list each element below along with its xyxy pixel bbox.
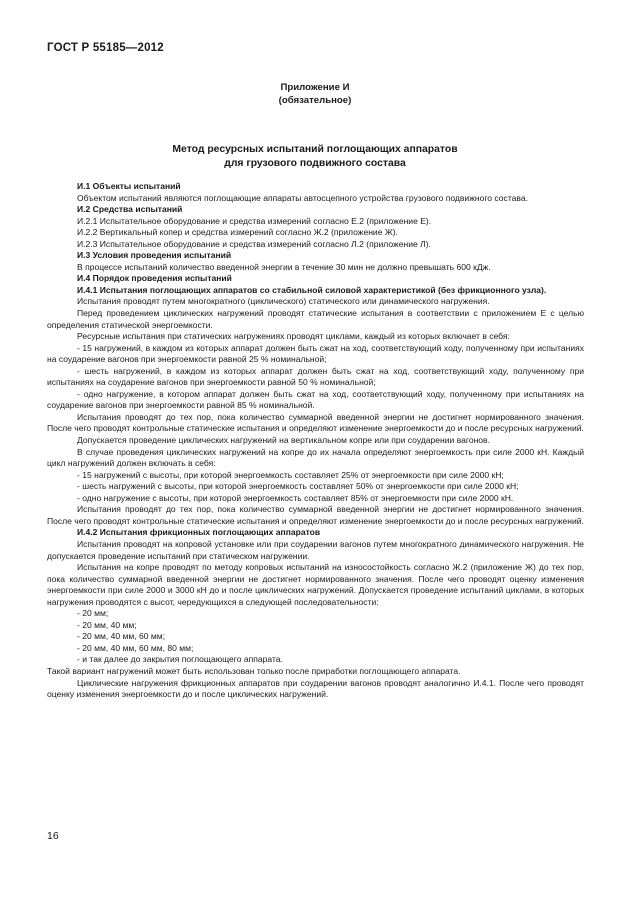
paragraph: Циклические нагружения фрикционных аппаратов при соударении вагонов проводят аналогично И.4.1. После чего проводят оценку изменения энергоемкости до и после циклических нагружений. <box>47 677 584 700</box>
paragraph: Испытания проводят на копровой установке или при соударении вагонов путем многократного динамического нагружения. Не допускается проведение испытаний при статическом нагружении. <box>47 538 584 561</box>
appendix-title: Приложение И <box>280 82 350 93</box>
paragraph: Испытания проводят путем многократного (циклического) статического или динамического нагружения. <box>77 296 490 307</box>
standard-header: ГОСТ Р 55185—2012 <box>47 42 164 54</box>
paragraph: В случае проведения циклических нагружений на копре до их начала определяют энергоемкость при силе 2000 кН. Каждый цикл нагружений должен включать в себя: <box>47 446 584 469</box>
section-heading: И.2 Средства испытаний <box>77 204 183 215</box>
document-title-line-2: для грузового подвижного состава <box>224 157 406 169</box>
section-heading: И.1 Объекты испытаний <box>77 181 181 191</box>
paragraph: - 15 нагружений, в каждом из которых аппарат должен быть сжат на ход, соответствующий ходу, полученному при испытаниях на соударение вагонов при энергоемкости равной 25 % номинальной; <box>47 342 584 365</box>
paragraph: - шесть нагружений с высоты, при которой энергоемкость составляет 50% от энергоемкости при силе 2000 кН; <box>77 481 519 492</box>
paragraph: И.2.3 Испытательное оборудование и средства измерений согласно Л.2 (приложение Л). <box>77 238 431 249</box>
paragraph: - 15 нагружений с высоты, при которой энергоемкость составляет 25% от энергоемкости при силе 2000 кН; <box>77 469 504 480</box>
paragraph: Испытания проводят до тех пор, пока количество суммарной введенной энергии не достигнет нормированного значения. После чего проводят контрольные статические испытания и определяют изменение энергоемкости до и после ресурсных нагружений. <box>47 411 584 434</box>
paragraph: Такой вариант нагружений может быть использован только после приработки поглощающего аппарата. <box>47 665 461 676</box>
paragraph: И.2.1 Испытательное оборудование и средства измерений согласно Е.2 (приложение Е). <box>77 215 432 226</box>
section-heading: И.4.1 Испытания поглощающих аппаратов со стабильной силовой характеристикой (без фрикционного узла). <box>77 284 547 295</box>
document-title <box>0 143 630 170</box>
page-number: 16 <box>47 830 59 842</box>
paragraph: - шесть нагружений, в каждом из которых аппарат должен быть сжат на ход, соответствующий ходу, полученному при испытаниях на соударение вагонов при энергоемкости равной 50 % номинальной; <box>47 365 584 388</box>
paragraph: - 20 мм; <box>77 608 109 619</box>
paragraph: Допускается проведение циклических нагружений на вертикальном копре или при соударении вагонов. <box>77 435 490 446</box>
paragraph: - 20 мм, 40 мм, 60 мм; <box>77 631 165 642</box>
paragraph: - одно нагружение, в котором аппарат должен быть сжат на ход, соответствующий ходу, полученному при испытаниях на соударение вагонов при энергоемкости равной 85 % номинальной. <box>47 388 584 411</box>
paragraph: - 20 мм, 40 мм, 60 мм, 80 мм; <box>77 642 194 653</box>
paragraph: Испытания проводят до тех пор, пока количество суммарной введенной энергии не достигнет нормированного значения. После чего проводят контрольные статические испытания и определяют изменение энергоемкости до и после ресурсных нагружений. <box>47 504 584 526</box>
body-text <box>47 181 584 701</box>
paragraph: Перед проведением циклических нагружений проводят статические испытания в соответствии с приложением Е с целью определения статической энергоемкости. <box>47 308 584 330</box>
section-heading: И.4 Порядок проведения испытаний <box>77 273 232 284</box>
paragraph: - одно нагружение с высоты, при которой энергоемкость составляет 85% от энергоемкости при силе 2000 кН. <box>77 492 514 503</box>
paragraph: Объектом испытаний являются поглощающие аппараты автосцепного устройства грузового подвижного состава. <box>77 192 528 203</box>
paragraph: Испытания на копре проводят по методу копровых испытаний на износостойкость согласно Ж.2 (приложение Ж) до тех пор, пока количество суммарной введенной энергии не достигнет нормированного значения. После чего проводят оценку изменения энергоемкости при силе 2000 и 3000 кН до и после циклических нагружений. Допускается проведение испытаний циклами, в которых нагружения проводятся с высот, чередующихся в следующей последовательности: <box>47 562 584 607</box>
paragraph: - 20 мм, 40 мм; <box>77 619 137 630</box>
appendix-heading <box>0 82 630 107</box>
appendix-status: (обязательное) <box>278 94 352 106</box>
document-title-line-1: Метод ресурсных испытаний поглощающих аппаратов <box>172 144 458 155</box>
section-heading: И.3 Условия проведения испытаний <box>77 250 232 261</box>
paragraph: Ресурсные испытания при статических нагружениях проводят циклами, каждый из которых включает в себя: <box>77 331 510 342</box>
paragraph: И.2.2 Вертикальный копер и средства измерений согласно Ж.2 (приложение Ж). <box>77 227 398 238</box>
section-heading: И.4.2 Испытания фрикционных поглощающих аппаратов <box>77 527 321 538</box>
paragraph: В процессе испытаний количество введенной энергии в течение 30 мин не должно превышать 600 кДж. <box>77 261 491 272</box>
paragraph: - и так далее до закрытия поглощающего аппарата. <box>77 654 283 665</box>
